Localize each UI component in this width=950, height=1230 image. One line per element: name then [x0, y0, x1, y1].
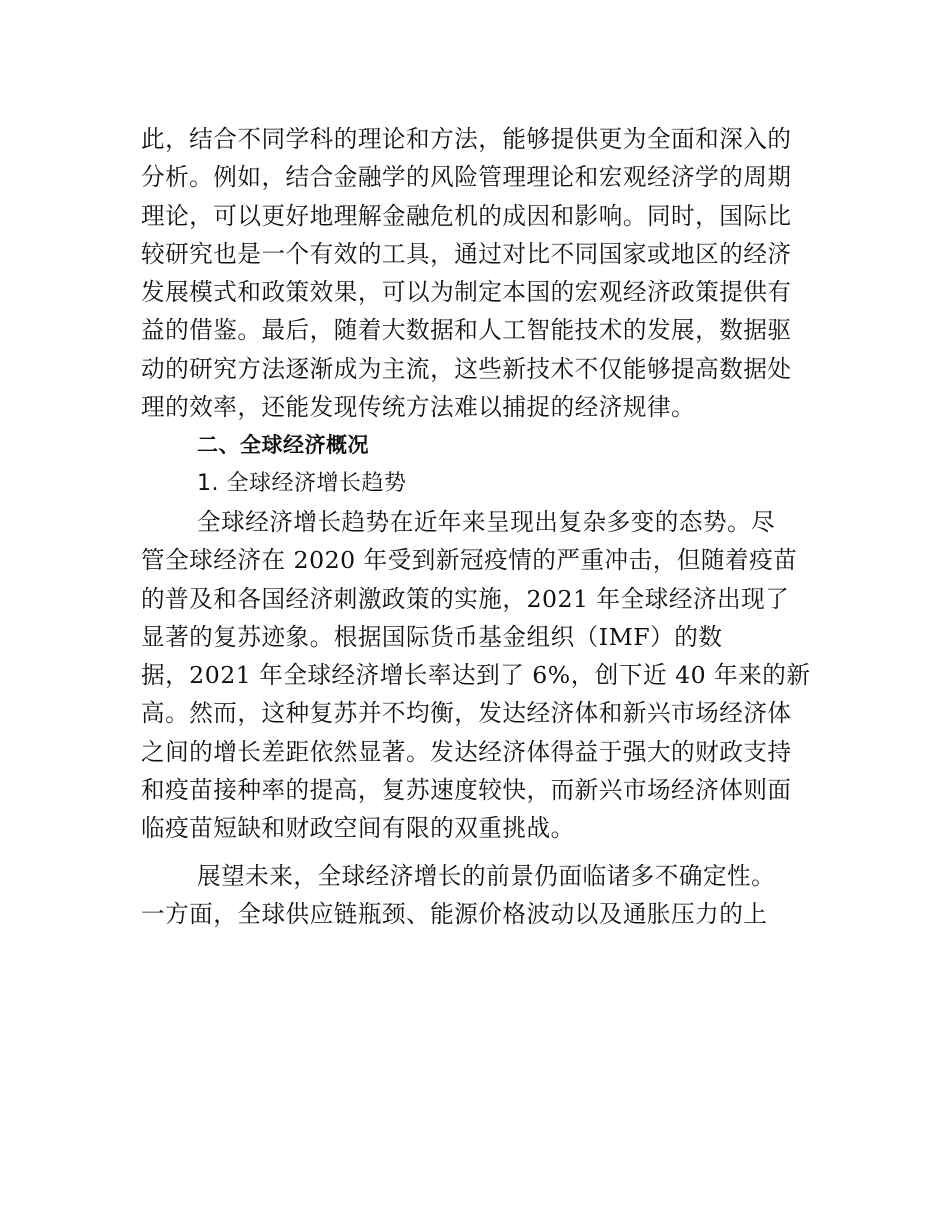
text-line: 全球经济增长趋势在近年来呈现出复杂多变的态势。尽: [197, 507, 776, 536]
text-line: 高。然而，这种复苏并不均衡，发达经济体和新兴市场经济体: [141, 699, 792, 728]
text-line: 理的效率，还能发现传统方法难以捕捉的经济规律。: [141, 393, 696, 422]
text-line: 的普及和各国经济刺激政策的实施，2021 年全球经济出现了: [141, 584, 790, 613]
text-line: 理论，可以更好地理解金融危机的成因和影响。同时，国际比: [141, 201, 792, 230]
text-line: 据，2021 年全球经济增长率达到了 6%，创下近 40 年来的新: [141, 661, 811, 690]
subsection-heading: 1. 全球经济增长趋势: [197, 470, 407, 496]
paragraph-continuation: [141, 120, 811, 426]
text-line: 发展模式和政策效果，可以为制定本国的宏观经济政策提供有: [141, 278, 792, 307]
text-line: 分析。例如，结合金融学的风险管理理论和宏观经济学的周期: [141, 163, 792, 192]
text-line: 管全球经济在 2020 年受到新冠疫情的严重冲击，但随着疫苗: [141, 546, 798, 575]
paragraph-gap: [141, 848, 811, 857]
text-line: 动的研究方法逐渐成为主流，这些新技术不仅能够提高数据处: [141, 354, 792, 383]
text-line: 较研究也是一个有效的工具，通过对比不同国家或地区的经济: [141, 239, 792, 268]
text-line: 和疫苗接种率的提高，复苏速度较快，而新兴市场经济体则面: [141, 776, 792, 805]
text-line: 显著的复苏迹象。根据国际货币基金组织（IMF）的数: [141, 622, 723, 651]
text-line: 展望未来，全球经济增长的前景仍面临诸多不确定性。: [197, 861, 776, 890]
paragraph-global-growth: [141, 503, 811, 848]
text-line: 此，结合不同学科的理论和方法，能够提供更为全面和深入的: [141, 125, 792, 153]
section-heading: 二、全球经济概况: [197, 433, 369, 458]
text-line: 一方面，全球供应链瓶颈、能源价格波动以及通胀压力的上: [141, 899, 768, 928]
document-body: [141, 120, 811, 933]
text-line: 临疫苗短缺和财政空间有限的双重挑战。: [141, 814, 575, 843]
text-line: 益的借鉴。最后，随着大数据和人工智能技术的发展，数据驱: [141, 316, 792, 345]
paragraph-outlook: [141, 857, 811, 934]
text-line: 之间的增长差距依然显著。发达经济体得益于强大的财政支持: [141, 737, 792, 766]
